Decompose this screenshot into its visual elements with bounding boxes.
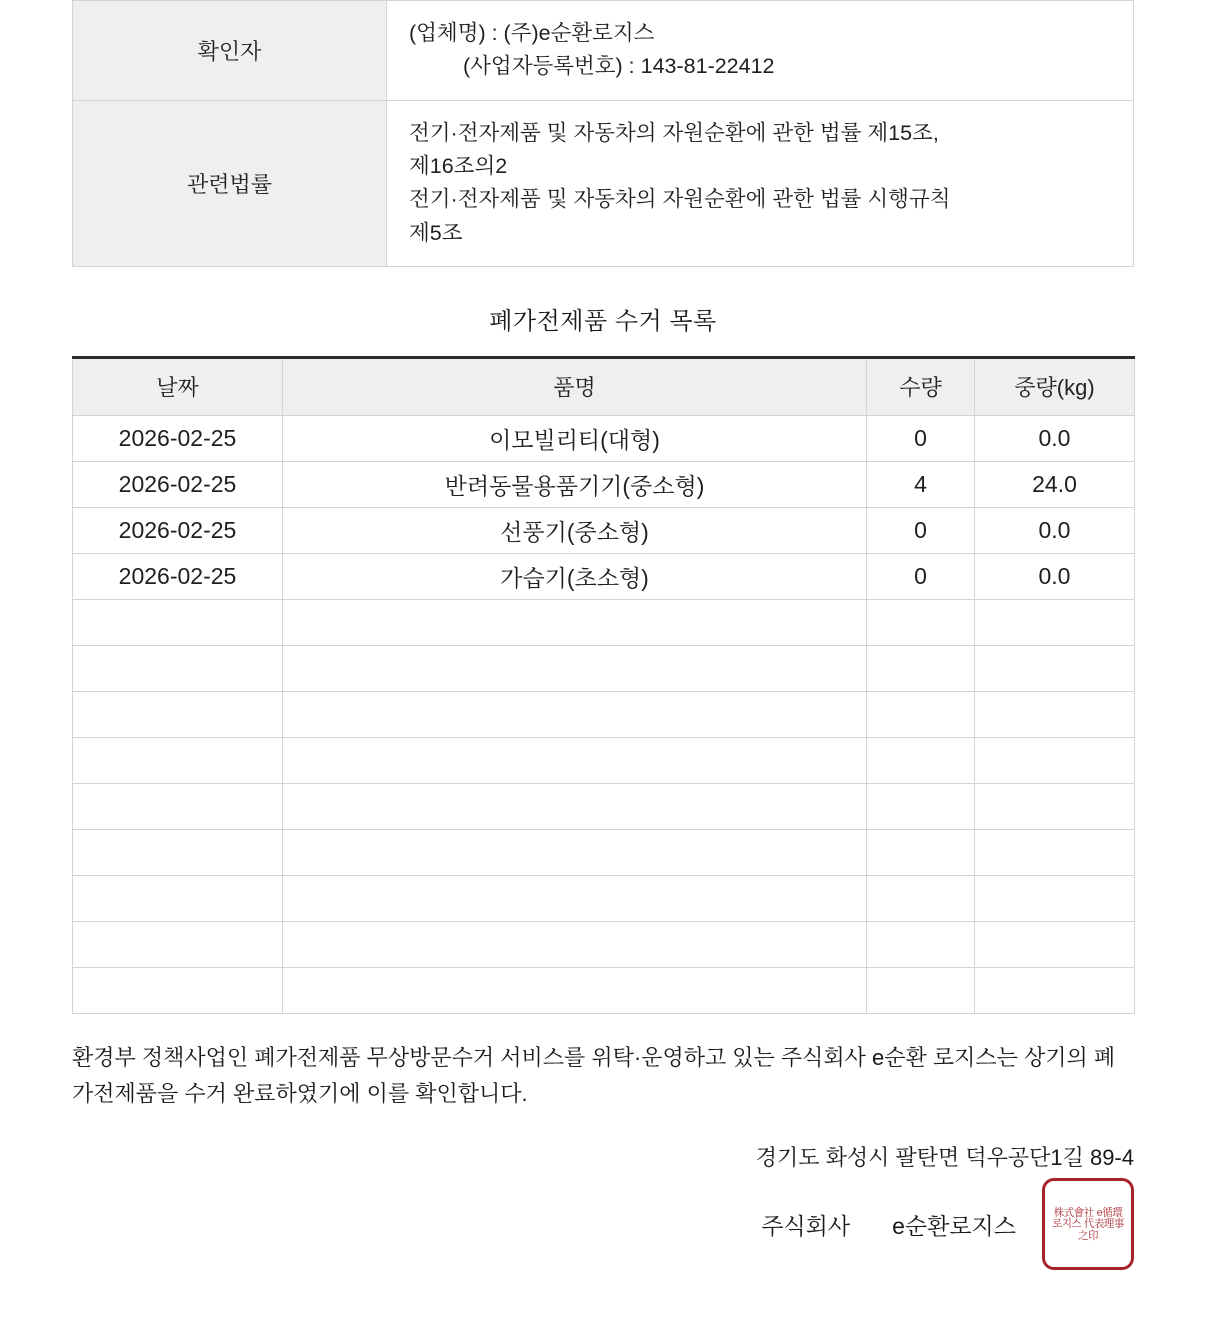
table-row bbox=[73, 507, 1135, 553]
confirmer-value bbox=[387, 1, 1134, 101]
column-header-weight: 중량(kg) bbox=[975, 357, 1135, 415]
cell-item: 선풍기(중소형) bbox=[283, 507, 867, 553]
cell-empty bbox=[283, 645, 867, 691]
cell-weight: 24.0 bbox=[975, 461, 1135, 507]
table-row-empty bbox=[73, 737, 1135, 783]
cell-qty: 0 bbox=[867, 415, 975, 461]
cell-empty bbox=[73, 829, 283, 875]
table-row bbox=[73, 1, 1134, 101]
law-line-2: 제16조의2 bbox=[409, 153, 508, 178]
related-law-label: 관련법률 bbox=[73, 100, 387, 266]
table-row-empty bbox=[73, 645, 1135, 691]
law-line-3: 전기·전자제품 및 자동차의 자원순환에 관한 법률 시행규칙 bbox=[409, 187, 951, 212]
cell-empty bbox=[975, 737, 1135, 783]
collection-table-body bbox=[73, 415, 1135, 1013]
collection-list-title: 폐가전제품 수거 목록 bbox=[489, 307, 717, 335]
cell-empty bbox=[867, 737, 975, 783]
cell-empty bbox=[283, 967, 867, 1013]
company-name-line: (업체명) : (주)e순환로지스 bbox=[409, 21, 655, 45]
cell-empty bbox=[283, 783, 867, 829]
cell-date: 2026-02-25 bbox=[73, 553, 283, 599]
law-line-1: 전기·전자제품 및 자동차의 자원순환에 관한 법률 제15조, bbox=[409, 120, 939, 145]
table-row-empty bbox=[73, 783, 1135, 829]
cell-empty bbox=[867, 645, 975, 691]
confirmer-label: 확인자 bbox=[73, 1, 387, 101]
table-row bbox=[73, 461, 1135, 507]
signature-block bbox=[761, 1178, 1134, 1270]
cell-empty bbox=[73, 875, 283, 921]
cell-qty: 4 bbox=[867, 461, 975, 507]
cell-qty: 0 bbox=[867, 553, 975, 599]
table-row bbox=[73, 553, 1135, 599]
company-seal-stamp-icon bbox=[1042, 1178, 1134, 1270]
cell-empty bbox=[867, 783, 975, 829]
cell-empty bbox=[73, 737, 283, 783]
signature-company-name: e순환로지스 bbox=[892, 1212, 1016, 1239]
cell-empty bbox=[283, 737, 867, 783]
cell-empty bbox=[867, 967, 975, 1013]
signature-corp-label: 주식회사 bbox=[761, 1212, 851, 1239]
stamp-text: 株式會社 e循環로지스 代表理事之印 bbox=[1052, 1205, 1124, 1242]
cell-weight: 0.0 bbox=[975, 415, 1135, 461]
info-table bbox=[72, 0, 1134, 267]
cell-weight: 0.0 bbox=[975, 553, 1135, 599]
cell-item: 가습기(초소형) bbox=[283, 553, 867, 599]
cell-empty bbox=[975, 829, 1135, 875]
table-row-empty bbox=[73, 599, 1135, 645]
cell-empty bbox=[73, 645, 283, 691]
cell-empty bbox=[73, 921, 283, 967]
cell-empty bbox=[975, 645, 1135, 691]
table-row bbox=[73, 100, 1134, 266]
cell-empty bbox=[283, 875, 867, 921]
business-number-line: (사업자등록번호) : 143-81-22412 bbox=[463, 54, 775, 79]
table-row-empty bbox=[73, 829, 1135, 875]
table-row-empty bbox=[73, 691, 1135, 737]
cell-empty bbox=[73, 691, 283, 737]
table-row-empty bbox=[73, 967, 1135, 1013]
cell-empty bbox=[283, 921, 867, 967]
cell-empty bbox=[73, 967, 283, 1013]
cell-empty bbox=[975, 875, 1135, 921]
related-law-value bbox=[387, 100, 1134, 266]
table-row-empty bbox=[73, 875, 1135, 921]
cell-empty bbox=[73, 599, 283, 645]
cell-item: 이모빌리티(대형) bbox=[283, 415, 867, 461]
cell-empty bbox=[975, 783, 1135, 829]
company-address: 경기도 화성시 팔탄면 덕우공단1길 89-4 bbox=[755, 1145, 1134, 1171]
cell-empty bbox=[283, 599, 867, 645]
cell-item: 반려동물용품기기(중소형) bbox=[283, 461, 867, 507]
cell-empty bbox=[73, 783, 283, 829]
cell-empty bbox=[283, 829, 867, 875]
law-line-4: 제5조 bbox=[409, 220, 463, 245]
cell-qty: 0 bbox=[867, 507, 975, 553]
cell-empty bbox=[975, 691, 1135, 737]
cell-date: 2026-02-25 bbox=[73, 415, 283, 461]
column-header-item: 품명 bbox=[283, 357, 867, 415]
confirmation-statement bbox=[72, 1040, 1134, 1111]
collection-table bbox=[72, 356, 1135, 1014]
cell-date: 2026-02-25 bbox=[73, 507, 283, 553]
cell-empty bbox=[975, 599, 1135, 645]
collection-table-wrap bbox=[72, 356, 1134, 1014]
column-header-qty: 수량 bbox=[867, 357, 975, 415]
cell-empty bbox=[867, 599, 975, 645]
cell-empty bbox=[867, 829, 975, 875]
cell-weight: 0.0 bbox=[975, 507, 1135, 553]
statement-line-2: 로지스는 상기의 폐가전제품을 수거 완료하였기에 이를 확인합니다. bbox=[72, 1044, 1116, 1106]
cell-empty bbox=[867, 875, 975, 921]
cell-date: 2026-02-25 bbox=[73, 461, 283, 507]
cell-empty bbox=[867, 691, 975, 737]
cell-empty bbox=[867, 921, 975, 967]
table-row bbox=[73, 415, 1135, 461]
column-header-date: 날짜 bbox=[73, 357, 283, 415]
table-row-empty bbox=[73, 921, 1135, 967]
cell-empty bbox=[975, 967, 1135, 1013]
cell-empty bbox=[975, 921, 1135, 967]
cell-empty bbox=[283, 691, 867, 737]
table-header-row bbox=[73, 357, 1135, 415]
statement-line-1: 환경부 정책사업인 폐가전제품 무상방문수거 서비스를 위탁·운영하고 있는 주식회사 e순환 bbox=[72, 1044, 927, 1070]
